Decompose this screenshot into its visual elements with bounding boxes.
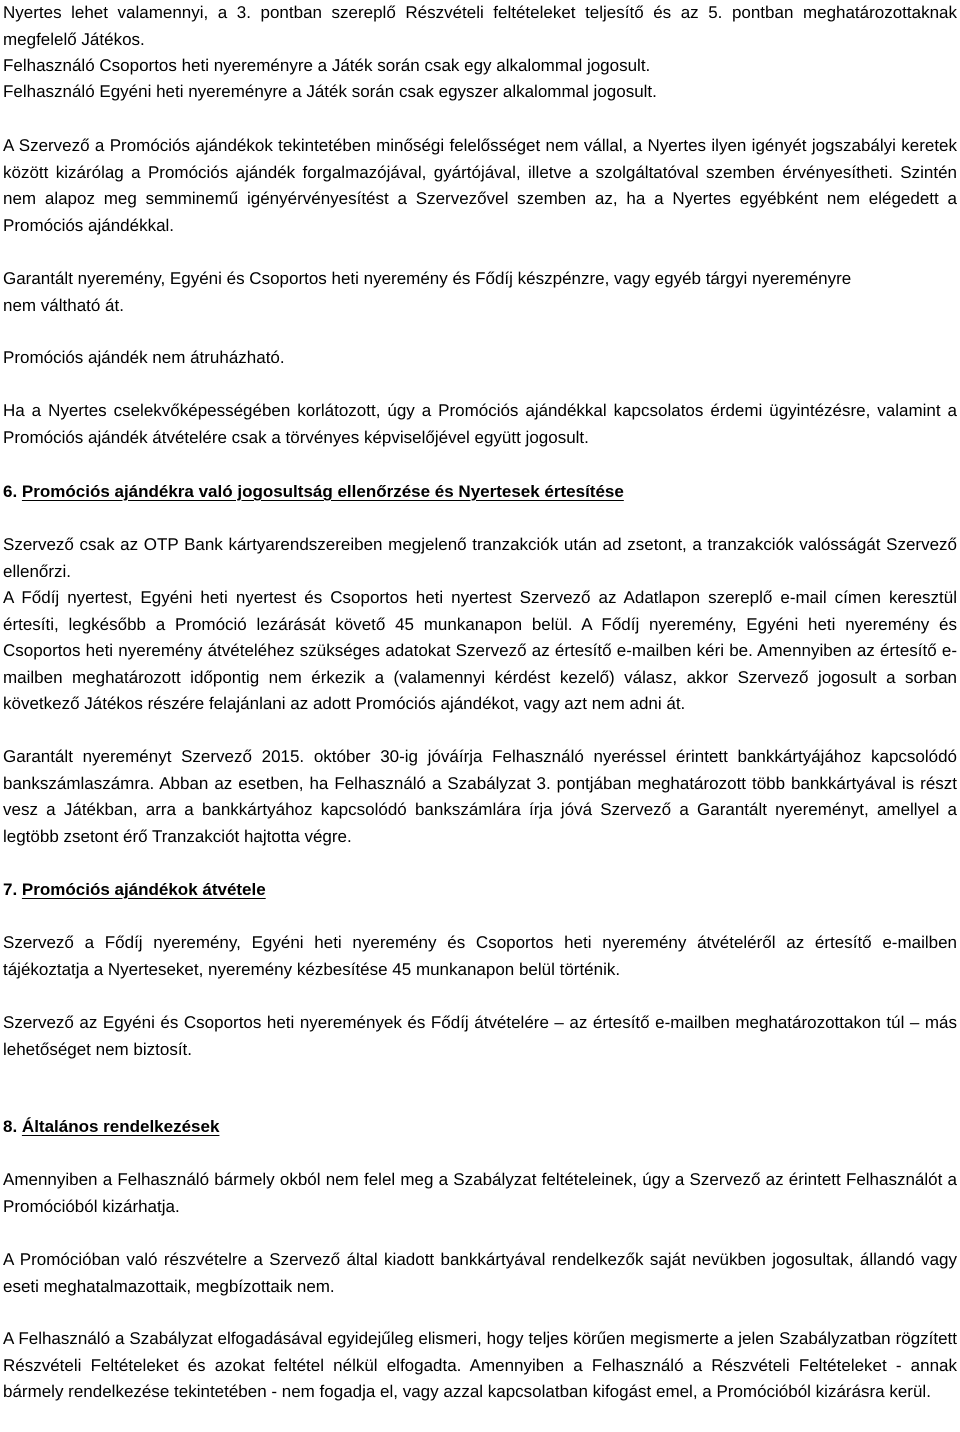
paragraph-not-transferable: Promóciós ajándék nem átruházható. (3, 348, 285, 367)
section-8-paragraph-3: A Felhasználó a Szabályzat elfogadásával egyidejűleg elismeri, hogy teljes körűen megismerte a jelen Szabályzatban rögzített Részvételi Feltételeket és azokat feltétel nélkül elfogadta. Amennyiben a Felhasználó a Részvételi Feltételeket - annak bármely rendelkezése tekintetében - nem fogadja el, vagy azzal kapcsolatban kifogást emel, a Promócióból kizárásra kerül. (3, 1329, 957, 1401)
top-line-group-limit: Felhasználó Csoportos heti nyereményre a Játék során csak egy alkalommal jogosult. (3, 56, 651, 75)
section-8-paragraph-2: A Promócióban való részvételre a Szervező által kiadott bankkártyával rendelkezők saját nevükben jogosultak, állandó vagy eseti meghatalmazottaik, megbízottaik nem. (3, 1250, 957, 1296)
section-7-heading (3, 877, 957, 904)
paragraph-no-cash-exchange: Garantált nyeremény, Egyéni és Csoportos heti nyeremény és Fődíj készpénzre, vagy egyéb tárgyi nyereményre nem váltható át. (3, 269, 852, 315)
section-7-paragraph-2: Szervező az Egyéni és Csoportos heti nyeremények és Fődíj átvételére – az értesítő e-mailben meghatározottakon túl – más lehetőséget nem biztosít. (3, 1013, 957, 1059)
section-8-paragraph-1: Amennyiben a Felhasználó bármely okból nem felel meg a Szabályzat feltételeinek, úgy a Szervező az érintett Felhasználót a Promócióból kizárhatja. (3, 1170, 957, 1216)
top-paragraph-winners: Nyertes lehet valamennyi, a 3. pontban szereplő Részvételi feltételeket teljesítő és az 5. pontban meghatározottaknak megfelelő Játékos. (3, 3, 957, 49)
top-line-individual-limit: Felhasználó Egyéni heti nyereményre a Játék során csak egyszer alkalommal jogosult. (3, 82, 657, 101)
section-6-paragraph-3: Garantált nyereményt Szervező 2015. október 30-ig jóváírja Felhasználó nyeréssel érintett bankkártyájához kapcsolódó bankszámlaszámra. Abban az esetben, ha Felhasználó a Szabályzat 3. pontjában meghatározott több bankkártyával is részt vesz a Játékban, arra a bankkártyához kapcsolódó bankszámlára írja jóvá Szervező a Garantált nyereményt, amellyel a legtöbb zsetont érő Tranzakciót hajtotta végre. (3, 747, 957, 846)
section-8-title: Általános rendelkezések (21, 1117, 220, 1136)
section-6-paragraph-2: A Fődíj nyertest, Egyéni heti nyertest és Csoportos heti nyertest Szervező az Adatlapon szereplő e-mail címen keresztül értesíti, legkésőbb a Promóció lezárását követő 45 munkanapon belül. A Fődíj nyeremény, Egyéni heti nyeremény és Csoportos heti nyeremény átvételéhez szükséges adatokat Szervező az értesítő e-mailben kéri be. Amennyiben az értesítő e-mailben meghatározott időpontig nem érkezik a (valamennyi kérdést kezelő) válasz, akkor Szervező jogosult a sorban következő Játékos részére felajánlani az adott Promóciós ajándékot, vagy azt nem adni át. (3, 588, 957, 713)
section-7-paragraph-1: Szervező a Fődíj nyeremény, Egyéni heti nyeremény és Csoportos heti nyeremény átvételéről az értesítő e-mailben tájékoztatja a Nyerteseket, nyeremény kézbesítése 45 munkanapon belül történik. (3, 933, 957, 979)
section-8-number: 8. (3, 1117, 18, 1136)
section-6-paragraph-1: Szervező csak az OTP Bank kártyarendszereiben megjelenő tranzakciók után ad zsetont, a tranzakciók valósságát Szervező ellenőrzi. (3, 535, 957, 581)
section-6-title: Promóciós ajándékra való jogosultság ellenőrzése és Nyertesek értesítése (21, 482, 624, 501)
section-6-heading (3, 479, 957, 506)
paragraph-quality-liability: A Szervező a Promóciós ajándékok tekintetében minőségi felelősséget nem vállal, a Nyertes ilyen igényét jogszabályi keretek között kizárólag a Promóciós ajándék forgalmazójával, gyártójával, illetve a szolgáltatóval szemben érvényesítheti. Szintén nem alapoz meg semminemű igényérvényesítést a Szervezővel szemben az, ha a Nyertes egyébként nem elégedett a Promóciós ajándékkal. (3, 136, 957, 235)
paragraph-legal-representative: Ha a Nyertes cselekvőképességében korlátozott, úgy a Promóciós ajándékkal kapcsolatos érdemi ügyintézésre, valamint a Promóciós ajándék átvételére csak a törvényes képviselőjével együtt jogosult. (3, 401, 957, 447)
section-7-title: Promóciós ajándékok átvétele (21, 880, 266, 899)
section-6-number: 6. (3, 482, 18, 501)
section-8-heading (3, 1114, 957, 1141)
section-7-number: 7. (3, 880, 18, 899)
